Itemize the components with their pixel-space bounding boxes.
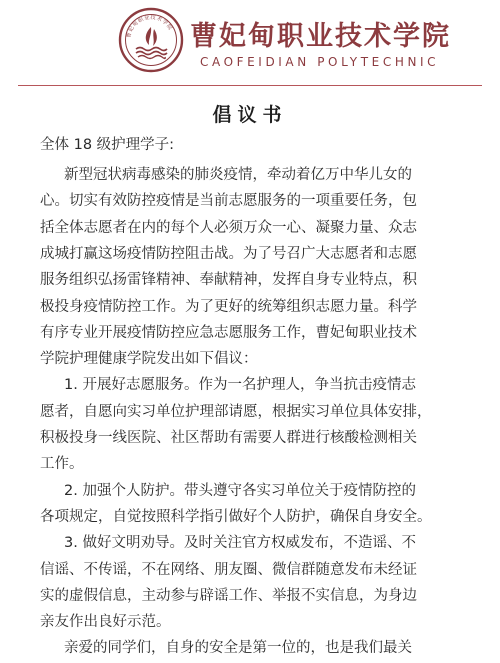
body-line: 各项规定，自觉按照科学指引做好个人防护，确保自身安全。 bbox=[40, 508, 432, 525]
body-line: 亲友作出良好示范。 bbox=[40, 614, 171, 631]
svg-text:曹妃甸职业技术学院: 曹妃甸职业技术学院 bbox=[125, 14, 174, 39]
body-line: 工作。 bbox=[40, 456, 84, 473]
school-name-english: CAOFEIDIAN POLYTECHNIC bbox=[200, 55, 440, 69]
body-line: 1. 开展好志愿服务。作为一名护理人，争当抗击疫情志 bbox=[64, 377, 416, 394]
salutation: 全体 18 级护理学子: bbox=[40, 137, 175, 153]
school-name-chinese: 曹妃甸职业技术学院 bbox=[190, 21, 451, 52]
body-line: 实的虚假信息，主动参与辟谣工作、举报不实信息，为身边 bbox=[40, 587, 417, 604]
body-line: 极投身疫情防控工作。为了更好的统筹组织志愿力量。科学 bbox=[40, 298, 417, 315]
body-line: 新型冠状病毒感染的肺炎疫情，牵动着亿万中华儿女的 bbox=[64, 167, 412, 183]
body-line: 服务组织弘扬雷锋精神、奉献精神，发挥自身专业特点，积 bbox=[40, 272, 417, 289]
header-divider bbox=[18, 85, 482, 86]
letterhead bbox=[0, 0, 500, 86]
body-line: 心。切实有效防控疫情是当前志愿服务的一项重要任务，包 bbox=[40, 193, 417, 210]
body-line: 亲爱的同学们，自身的安全是第一位的，也是我们最关 bbox=[64, 640, 412, 657]
body-line: 学院护理健康学院发出如下倡议： bbox=[40, 351, 258, 368]
school-seal-logo bbox=[118, 7, 184, 73]
body-line: 有序专业开展疫情防控应急志愿服务工作，曹妃甸职业技术 bbox=[40, 324, 417, 341]
body-line: 信谣、不传谣，不在网络、朋友圈、微信群随意发布未经证 bbox=[40, 561, 417, 578]
body-line: 2. 加强个人防护。带头遵守各实习单位关于疫情防控的 bbox=[64, 482, 416, 499]
body-line: 成城打赢这场疫情防控阻击战。为了号召广大志愿者和志愿 bbox=[40, 245, 417, 262]
body-line: 积极投身一线医院、社区帮助有需要人群进行核酸检测相关 bbox=[40, 430, 417, 446]
body-line: 3. 做好文明劝导。及时关注官方权威发布，不造谣、不 bbox=[64, 535, 416, 552]
body-line: 愿者，自愿向实习单位护理部请愿，根据实习单位具体安排， bbox=[40, 403, 432, 420]
document-title: 倡议书 bbox=[212, 104, 288, 126]
body-line: 括全体志愿者在内的每个人必须万众一心、凝聚力量、众志 bbox=[40, 219, 417, 236]
